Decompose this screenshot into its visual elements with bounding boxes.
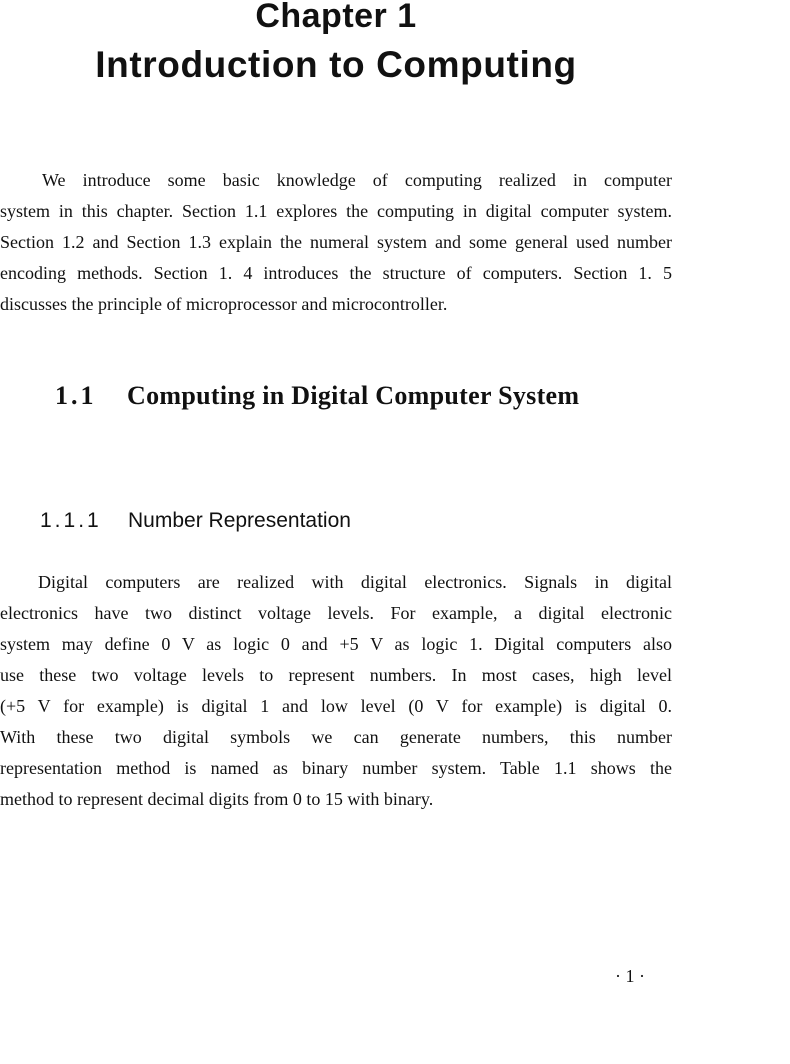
section-heading (55, 378, 579, 414)
page-number: · 1 · (615, 966, 645, 986)
body-paragraph (0, 567, 672, 815)
intro-line-5: discusses the principle of microprocessor and microcontroller. (0, 294, 448, 314)
chapter-label: Chapter 1 (255, 0, 417, 35)
intro-paragraph (0, 165, 672, 320)
subsection-title: Number Representation (128, 509, 351, 532)
intro-line-4: encoding methods. Section 1. 4 introduces the structure of computers. Section 1. 5 (0, 263, 672, 283)
section-title: Computing in Digital Computer System (127, 381, 580, 410)
body-line-5: (+5 V for example) is digital 1 and low level (0 V for example) is digital 0. (0, 696, 672, 716)
intro-line-2: system in this chapter. Section 1.1 explores the computing in digital computer system. (0, 201, 672, 221)
body-line-4: use these two voltage levels to represent numbers. In most cases, high level (0, 665, 672, 685)
subsection-number: 1.1.1 (40, 509, 102, 532)
body-line-6: With these two digital symbols we can generate numbers, this number (0, 727, 672, 747)
body-line-7: representation method is named as binary number system. Table 1.1 shows the (0, 758, 672, 778)
section-number: 1.1 (55, 381, 97, 410)
chapter-title: Introduction to Computing (95, 44, 577, 85)
intro-line-3: Section 1.2 and Section 1.3 explain the numeral system and some general used number (0, 232, 672, 252)
body-line-8: method to represent decimal digits from 0 to 15 with binary. (0, 789, 434, 809)
body-line-2: electronics have two distinct voltage levels. For example, a digital electronic (0, 603, 672, 623)
body-line-1: Digital computers are realized with digital electronics. Signals in digital (38, 572, 672, 592)
intro-line-1: We introduce some basic knowledge of computing realized in computer (42, 170, 672, 190)
subsection-heading (40, 506, 351, 536)
body-line-3: system may define 0 V as logic 0 and +5 V as logic 1. Digital computers also (0, 634, 672, 654)
